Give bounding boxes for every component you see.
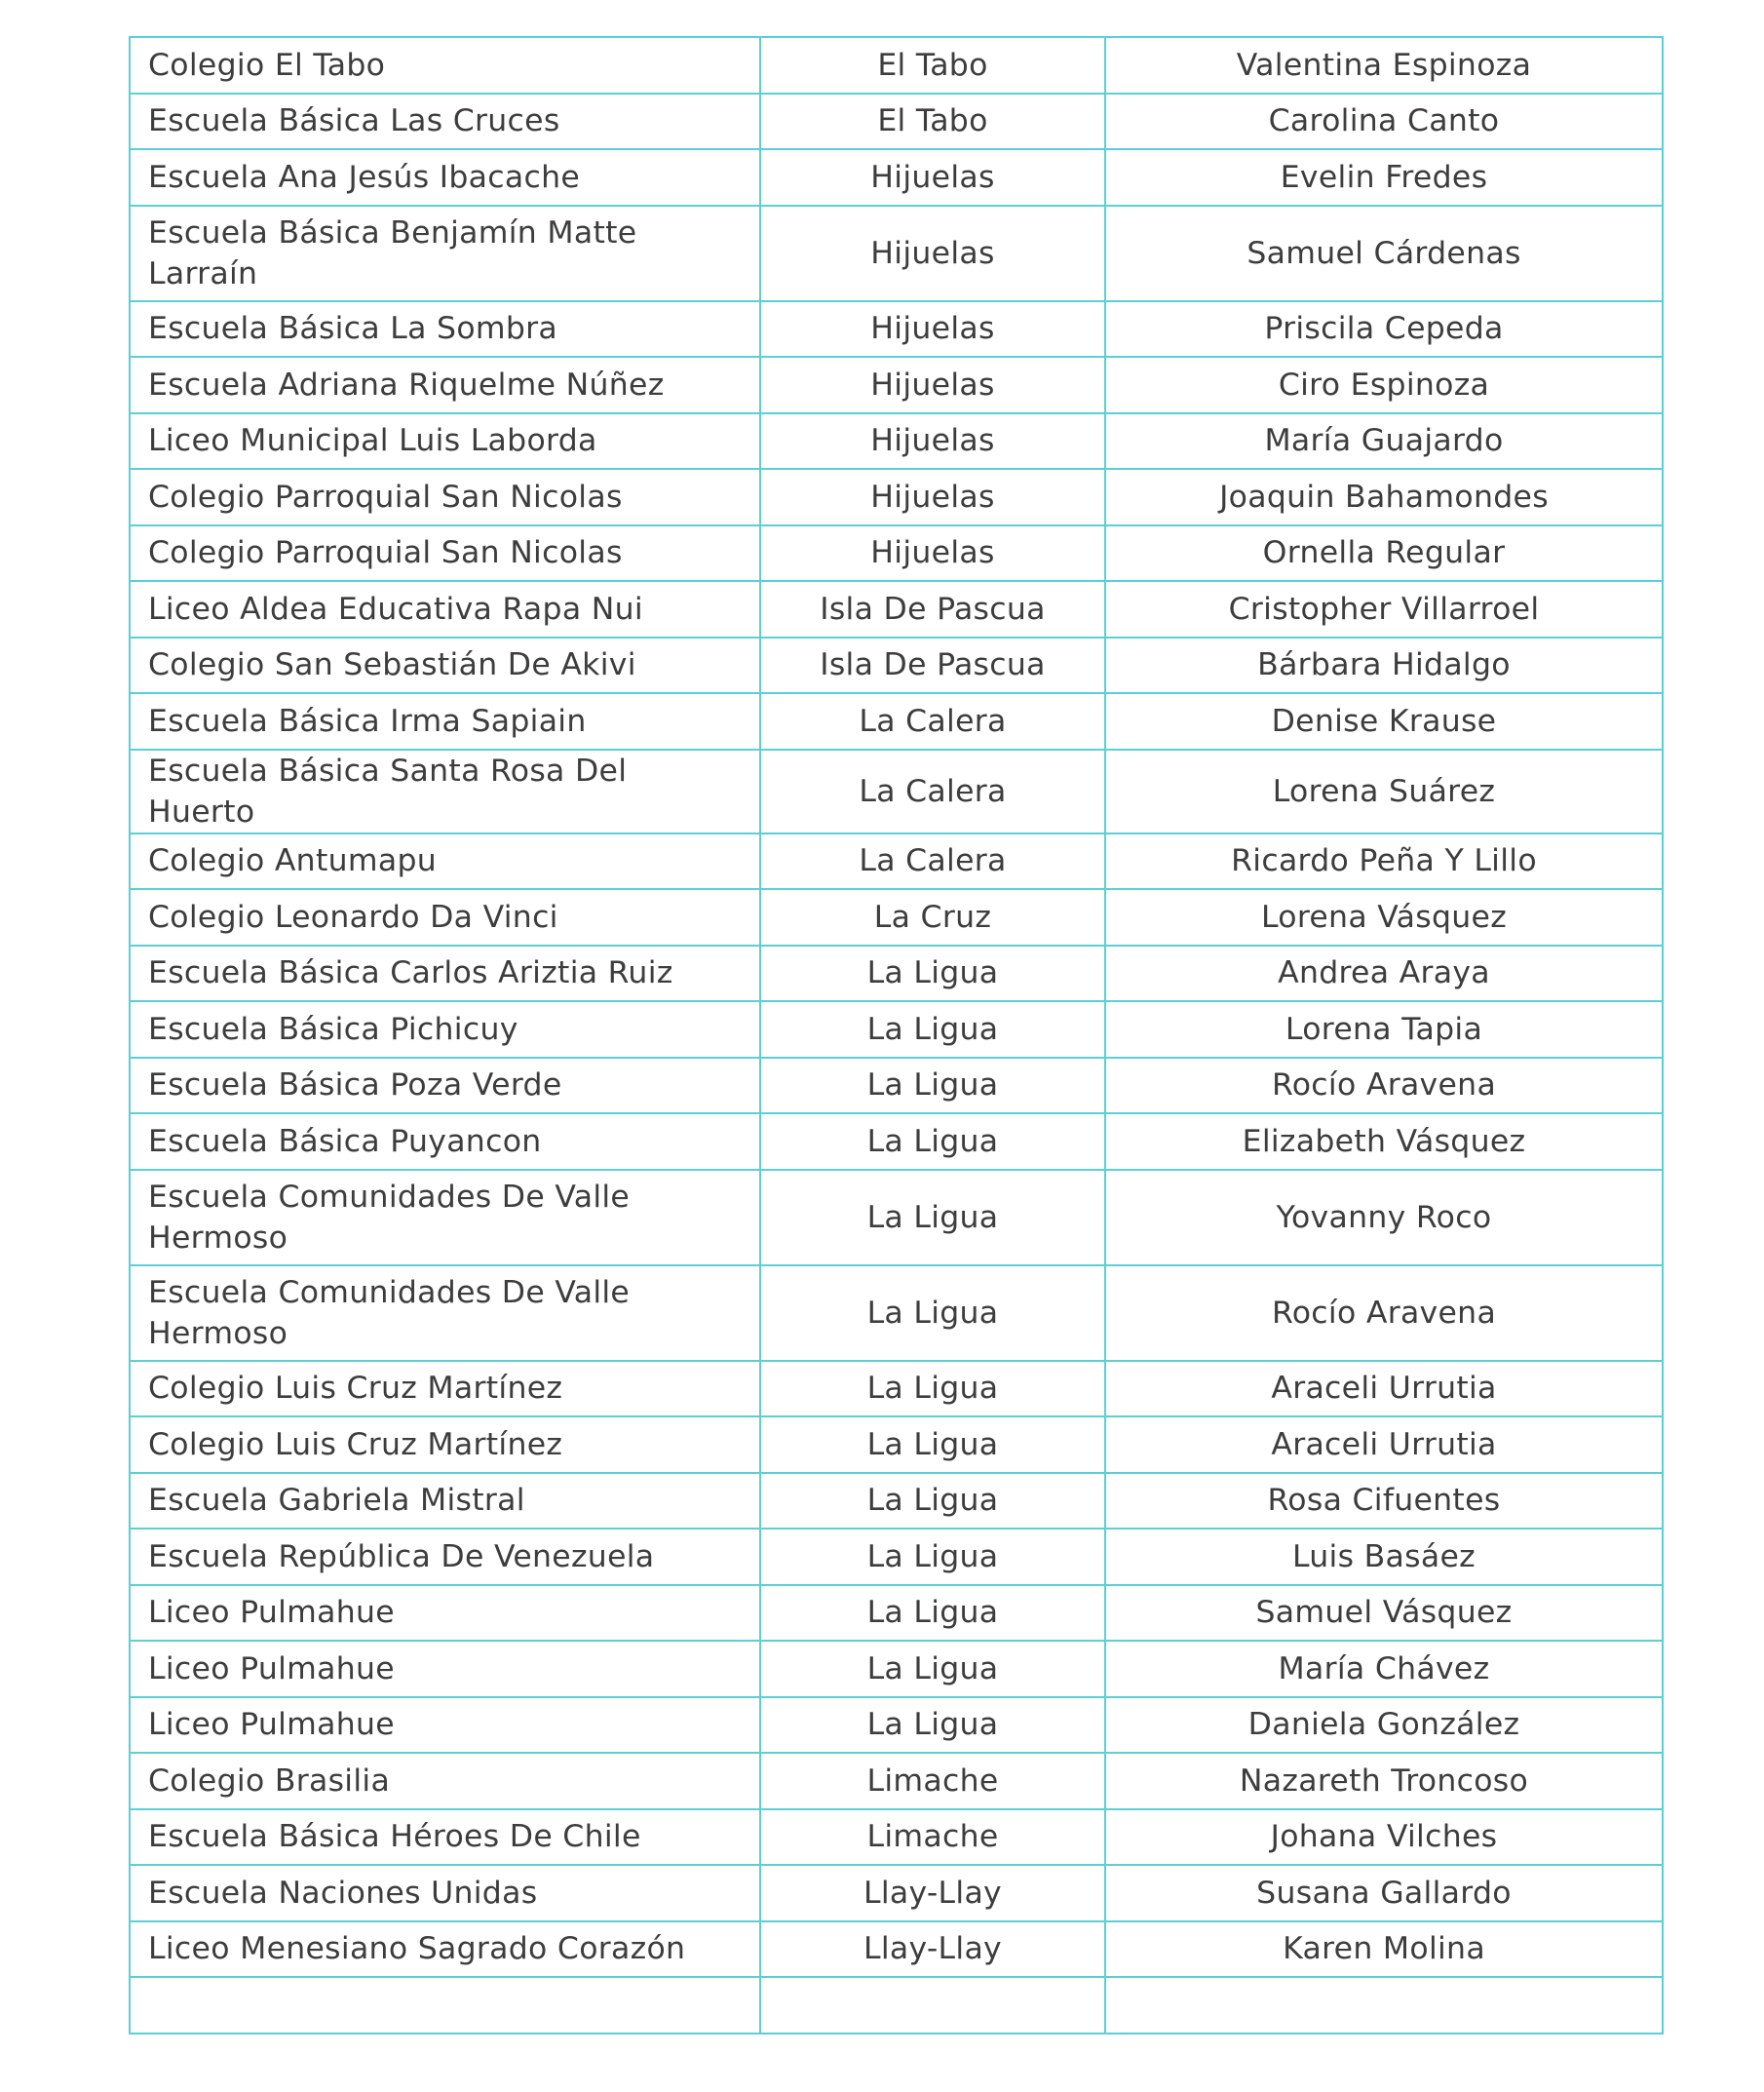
table-row [130,525,1663,582]
school-cell: Colegio Antumapu [130,833,760,890]
person-cell: Ciro Espinoza [1105,357,1663,413]
person-cell: María Guajardo [1105,413,1663,470]
table-row [130,413,1663,470]
person-cell: Denise Krause [1105,693,1663,750]
commune-cell: Llay-Llay [760,1865,1105,1921]
commune-cell: La Ligua [760,1416,1105,1473]
commune-cell: Hijuelas [760,357,1105,413]
commune-cell: El Tabo [760,37,1105,94]
commune-cell: La Ligua [760,1001,1105,1058]
table-row [130,1170,1663,1265]
commune-cell: La Ligua [760,1113,1105,1170]
table-row [130,1641,1663,1697]
person-cell: Joaquin Bahamondes [1105,469,1663,525]
commune-cell: La Calera [760,750,1105,833]
school-cell: Escuela Básica Las Cruces [130,94,760,150]
person-cell: Araceli Urrutia [1105,1416,1663,1473]
table-row [130,301,1663,358]
person-cell: Rocío Aravena [1105,1058,1663,1114]
school-cell: Colegio Luis Cruz Martínez [130,1361,760,1417]
table-row [130,149,1663,206]
commune-cell: Hijuelas [760,206,1105,301]
person-cell: Lorena Suárez [1105,750,1663,833]
commune-cell: La Ligua [760,1473,1105,1530]
commune-cell: Isla De Pascua [760,581,1105,638]
person-cell: Lorena Vásquez [1105,889,1663,946]
school-cell: Escuela Básica Carlos Ariztia Ruiz [130,946,760,1002]
person-cell: Andrea Araya [1105,946,1663,1002]
commune-cell: El Tabo [760,94,1105,150]
table-row [130,1753,1663,1809]
table-row [130,1001,1663,1058]
table-row [130,1865,1663,1921]
commune-cell: Llay-Llay [760,1921,1105,1978]
school-cell: Escuela República De Venezuela [130,1529,760,1585]
commune-cell: Hijuelas [760,525,1105,582]
person-cell: Johana Vilches [1105,1809,1663,1866]
commune-cell: La Ligua [760,1170,1105,1265]
table-row [130,581,1663,638]
table-row [130,833,1663,890]
person-cell: Carolina Canto [1105,94,1663,150]
person-cell: Luis Basáez [1105,1529,1663,1585]
person-cell: Samuel Cárdenas [1105,206,1663,301]
table-row [130,94,1663,150]
commune-cell: Limache [760,1809,1105,1866]
person-cell: Ornella Regular [1105,525,1663,582]
person-cell: Valentina Espinoza [1105,37,1663,94]
school-cell: Escuela Básica La Sombra [130,301,760,358]
person-cell: Karen Molina [1105,1921,1663,1978]
school-cell: Escuela Básica Irma Sapiain [130,693,760,750]
table-row [130,1529,1663,1585]
person-cell: Samuel Vásquez [1105,1585,1663,1642]
table-row [130,1361,1663,1417]
school-cell: Escuela Básica Pichicuy [130,1001,760,1058]
table-row [130,1416,1663,1473]
school-cell: Colegio Brasilia [130,1753,760,1809]
school-cell: Escuela Básica Benjamín Matte Larraín [130,206,760,301]
school-cell: Colegio Parroquial San Nicolas [130,469,760,525]
table-row [130,1977,1663,2034]
commune-cell: Limache [760,1753,1105,1809]
table-row [130,693,1663,750]
school-cell: Escuela Básica Héroes De Chile [130,1809,760,1866]
table-row [130,1697,1663,1754]
table-row [130,357,1663,413]
school-cell: Liceo Municipal Luis Laborda [130,413,760,470]
school-cell [130,1977,760,2034]
commune-cell: La Ligua [760,1361,1105,1417]
person-cell: Priscila Cepeda [1105,301,1663,358]
table-row [130,946,1663,1002]
commune-cell: La Ligua [760,946,1105,1002]
table-row [130,1058,1663,1114]
school-cell: Liceo Menesiano Sagrado Corazón [130,1921,760,1978]
commune-cell: La Calera [760,833,1105,890]
school-cell: Escuela Naciones Unidas [130,1865,760,1921]
person-cell: Araceli Urrutia [1105,1361,1663,1417]
person-cell: Nazareth Troncoso [1105,1753,1663,1809]
school-cell: Liceo Pulmahue [130,1697,760,1754]
school-cell: Colegio San Sebastián De Akivi [130,638,760,694]
school-cell: Liceo Pulmahue [130,1641,760,1697]
school-cell: Colegio Leonardo Da Vinci [130,889,760,946]
person-cell: Bárbara Hidalgo [1105,638,1663,694]
person-cell: Rosa Cifuentes [1105,1473,1663,1530]
schools-table [129,36,1664,2034]
person-cell: María Chávez [1105,1641,1663,1697]
school-cell: Liceo Pulmahue [130,1585,760,1642]
commune-cell: La Cruz [760,889,1105,946]
person-cell [1105,1977,1663,2034]
table-row [130,889,1663,946]
person-cell: Ricardo Peña Y Lillo [1105,833,1663,890]
school-cell: Colegio El Tabo [130,37,760,94]
commune-cell: La Ligua [760,1265,1105,1361]
person-cell: Yovanny Roco [1105,1170,1663,1265]
table-row [130,1921,1663,1978]
school-cell: Escuela Adriana Riquelme Núñez [130,357,760,413]
school-cell: Escuela Ana Jesús Ibacache [130,149,760,206]
school-cell: Escuela Gabriela Mistral [130,1473,760,1530]
table-row [130,206,1663,301]
table-row [130,638,1663,694]
commune-cell [760,1977,1105,2034]
commune-cell: La Ligua [760,1697,1105,1754]
person-cell: Daniela González [1105,1697,1663,1754]
commune-cell: Hijuelas [760,469,1105,525]
table-row [130,1809,1663,1866]
commune-cell: La Ligua [760,1058,1105,1114]
school-cell: Colegio Luis Cruz Martínez [130,1416,760,1473]
person-cell: Elizabeth Vásquez [1105,1113,1663,1170]
commune-cell: Hijuelas [760,413,1105,470]
commune-cell: Isla De Pascua [760,638,1105,694]
school-cell: Colegio Parroquial San Nicolas [130,525,760,582]
school-cell: Escuela Básica Puyancon [130,1113,760,1170]
school-cell: Escuela Comunidades De Valle Hermoso [130,1170,760,1265]
commune-cell: La Ligua [760,1529,1105,1585]
commune-cell: Hijuelas [760,149,1105,206]
table-row [130,37,1663,94]
table-row [130,469,1663,525]
commune-cell: La Ligua [760,1585,1105,1642]
school-cell: Escuela Comunidades De Valle Hermoso [130,1265,760,1361]
commune-cell: La Calera [760,693,1105,750]
person-cell: Susana Gallardo [1105,1865,1663,1921]
school-cell: Escuela Básica Poza Verde [130,1058,760,1114]
person-cell: Rocío Aravena [1105,1265,1663,1361]
person-cell: Lorena Tapia [1105,1001,1663,1058]
school-cell: Escuela Básica Santa Rosa Del Huerto [130,750,760,833]
commune-cell: Hijuelas [760,301,1105,358]
person-cell: Evelin Fredes [1105,149,1663,206]
table-row [130,1585,1663,1642]
table-row [130,750,1663,833]
table-row [130,1113,1663,1170]
commune-cell: La Ligua [760,1641,1105,1697]
table-row [130,1265,1663,1361]
school-cell: Liceo Aldea Educativa Rapa Nui [130,581,760,638]
table-row [130,1473,1663,1530]
person-cell: Cristopher Villarroel [1105,581,1663,638]
